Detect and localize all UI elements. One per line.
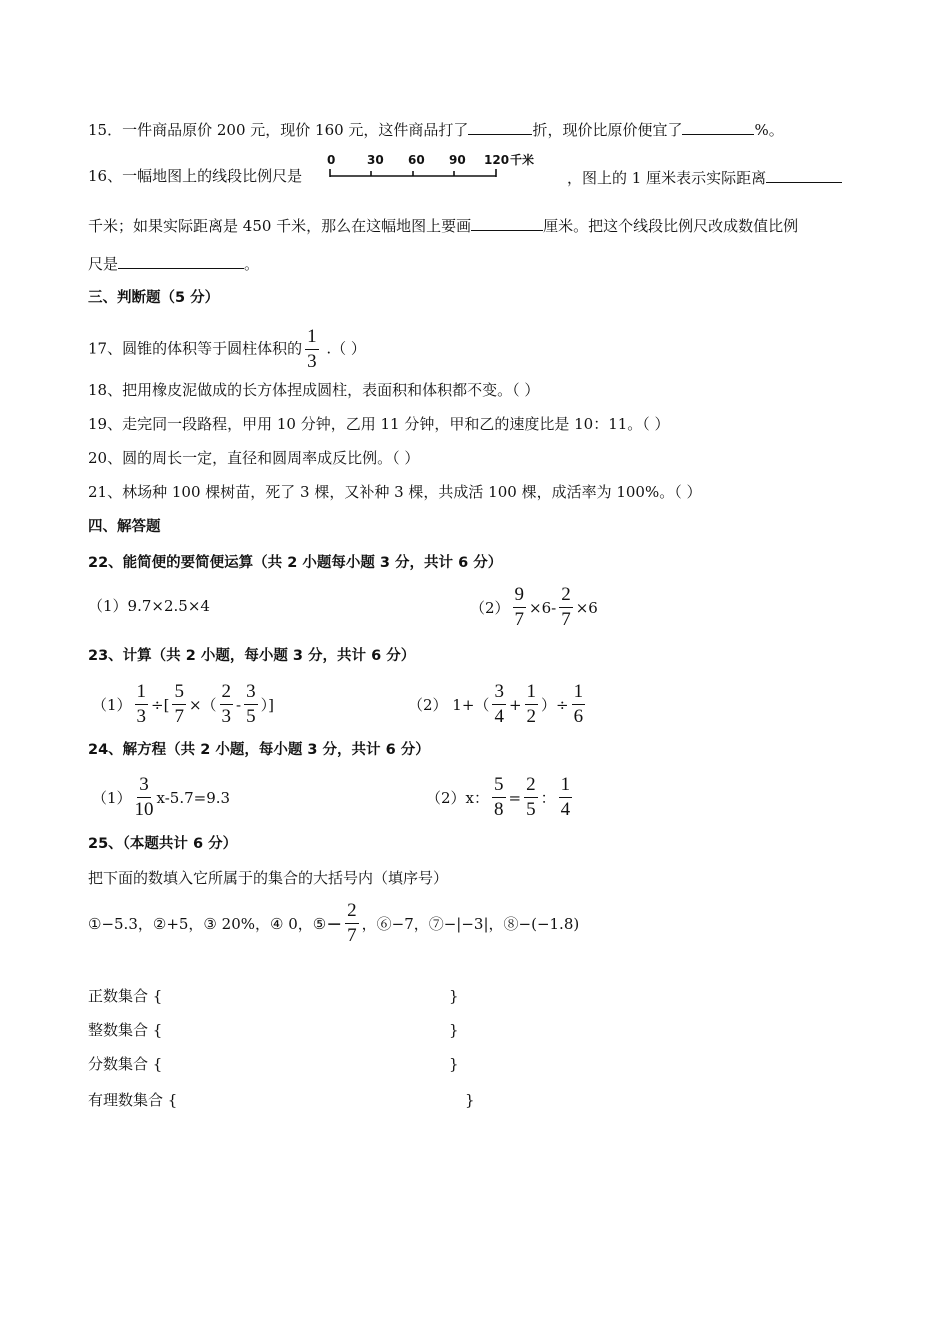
question-24-part2: （2）x： $\frac{5}{8}$ = $\frac{2}{5}$ ： $\frac{1}{4}$: [426, 774, 571, 820]
set-positive-close: }: [449, 987, 459, 1005]
question-22-part1: （1）9.7×2.5×4: [88, 597, 210, 615]
question-16-line1-tail: ，图上的 1 厘米表示实际距离: [567, 166, 842, 188]
question-20: 20、圆的周长一定，直径和圆周率成反比例。（ ）: [88, 449, 420, 467]
question-19: 19、走完同一段路程，甲用 10 分钟，乙用 11 分钟，甲和乙的速度比是 10：11。（ ）: [88, 415, 670, 433]
set-positive-label: 正数集合 {: [88, 987, 163, 1005]
set-rational-close: }: [465, 1091, 475, 1109]
scale-tick-label: 0: [327, 153, 336, 167]
fraction: $\frac{2}{7}$: [561, 584, 571, 630]
question-21: 21、林场种 100 棵树苗，死了 3 棵，又补种 3 棵，共成活 100 棵，成活率为 100%。（ ）: [88, 483, 702, 501]
question-25-title: 25、（本题共计 6 分）: [88, 836, 238, 852]
answer-blank[interactable]: [468, 118, 532, 135]
answer-blank[interactable]: [682, 118, 754, 135]
fraction: $\frac{1}{6}$: [573, 681, 584, 727]
question-24-title: 24、解方程（共 2 小题，每小题 3 分，共计 6 分）: [88, 742, 430, 758]
set-integer-label: 整数集合 {: [88, 1021, 163, 1039]
line-scale-ruler: [324, 150, 554, 186]
fraction: $\frac{3}{5}$: [246, 681, 256, 727]
fraction: $\frac{3}{4}$: [494, 681, 504, 727]
question-17: 17、圆锥的体积等于圆柱体积的 $\frac{1}{3}$ .（ ）: [88, 326, 366, 372]
answer-blank[interactable]: [118, 252, 244, 269]
question-23-title: 23、计算（共 2 小题，每小题 3 分，共计 6 分）: [88, 648, 416, 664]
fraction: $\frac{1}{4}$: [560, 774, 571, 820]
fraction: $\frac{1}{2}$: [526, 681, 537, 727]
fraction: $\frac{5}{7}$: [174, 681, 184, 727]
fraction: $\frac{1}{3}$: [136, 681, 147, 727]
question-22-part2: （2） $\frac{9}{7}$ ×6- $\frac{2}{7}$ ×6: [470, 584, 598, 630]
fraction: $\frac{3}{10}$: [134, 774, 154, 820]
question-24-part1: （1） $\frac{3}{10}$ x-5.7=9.3: [92, 774, 231, 820]
scale-tick-label: 120: [484, 153, 510, 167]
scale-tick-label: 30: [367, 153, 384, 167]
question-18: 18、把用橡皮泥做成的长方体捏成圆柱，表面积和体积都不变。（ ）: [88, 381, 540, 399]
set-rational-label: 有理数集合 {: [88, 1091, 178, 1109]
question-16-line2: 千米；如果实际距离是 450 千米，那么在这幅地图上要画 厘米。把这个线段比例尺改成数值比例: [88, 214, 798, 236]
question-22-title: 22、能简便的要简便运算（共 2 小题每小题 3 分，共计 6 分）: [88, 555, 503, 571]
scale-tick-label: 60: [408, 153, 425, 167]
answer-blank[interactable]: [766, 166, 842, 183]
fraction: $\frac{2}{3}$: [221, 681, 232, 727]
question-25-numbers: ①−5.3，②+5，③ 20%，④ 0，⑤− $\frac{2}{7}$ ，⑥−7，⑦−|−3|，⑧−(−1.8): [88, 900, 580, 946]
section-title: 三、判断题（5 分）: [88, 290, 220, 306]
question-23-part1: （1） $\frac{1}{3}$ ÷[ $\frac{5}{7}$ ×（ $\frac{2}{3}$ - $\frac{3}{5}$ ）]: [92, 681, 274, 727]
answer-blank[interactable]: [471, 214, 543, 231]
scale-tick-label: 90: [449, 153, 466, 167]
question-16-line1: 16、一幅地图上的线段比例尺是: [88, 167, 303, 185]
fraction: $\frac{5}{8}$: [494, 774, 504, 820]
fraction: $\frac{2}{5}$: [526, 774, 536, 820]
scale-unit: 千米: [510, 153, 535, 167]
question-15: 15．一件商品原价 200 元，现价 160 元，这件商品打了 折，现价比原价便宜了 %。: [88, 118, 784, 140]
question-25-instruction: 把下面的数填入它所属于的集合的大括号内（填序号）: [88, 869, 449, 887]
question-23-part2: （2） 1+（ $\frac{3}{4}$ + $\frac{1}{2}$ ）÷ $\frac{1}{6}$: [408, 681, 584, 727]
fraction: $\frac{9}{7}$: [514, 584, 525, 630]
question-16-line3: 尺是 。: [88, 252, 259, 274]
set-fraction-label: 分数集合 {: [88, 1055, 163, 1073]
fraction: $\frac{2}{7}$: [347, 900, 357, 946]
section-title: 四、解答题: [88, 519, 161, 535]
set-fraction-close: }: [449, 1055, 459, 1073]
set-integer-close: }: [449, 1021, 459, 1039]
fraction: $\frac{1}{3}$: [307, 326, 317, 372]
